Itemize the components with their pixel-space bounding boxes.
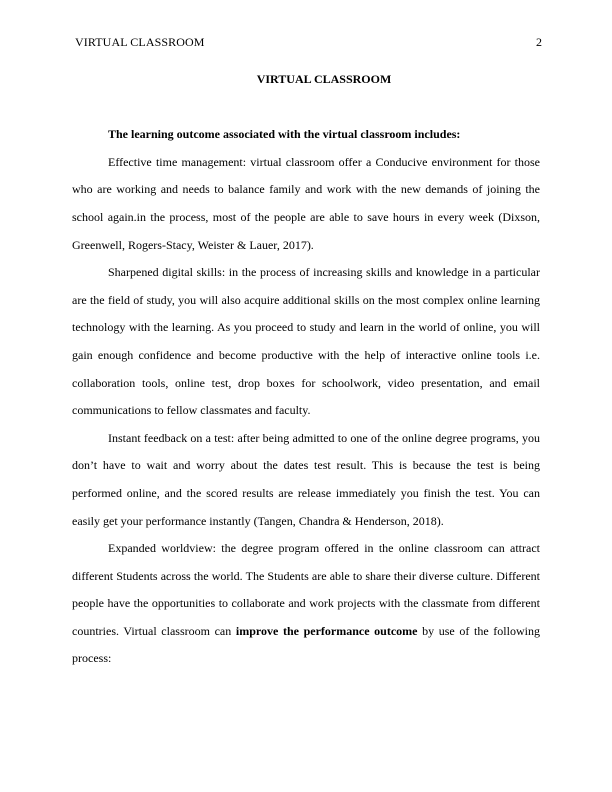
blank-line xyxy=(72,94,540,122)
paragraph-instant-feedback: Instant feedback on a test: after being admitted to one of the online degree programs, you don’t have to wait and worry about the dates test result. This is because the test is being performed online, and the scored results are release immediately you finish the test. You can easily get your performance instantly (Tangen, Chandra & Henderson, 2018). xyxy=(72,430,540,528)
page-title: VIRTUAL CLASSROOM xyxy=(256,72,392,86)
paragraph-digital-skills: Sharpened digital skills: in the process of increasing skills and knowledge in a particular are the field of study, you will also acquire additional skills on the most complex online learning technology with the learning. As you proceed to study and learn in the world of online, you will gain enough confidence and become productive with the help of interactive online tools i.e. collaboration tools, online test, drop boxes for schoolwork, video presentation, and email communications to fellow classmates and faculty. xyxy=(72,265,540,418)
paragraph-text-end: by use of the following process: xyxy=(72,623,540,666)
document-body xyxy=(72,66,540,673)
running-head: VIRTUAL CLASSROOM xyxy=(75,35,205,49)
bold-phrase: improve the performance outcome xyxy=(235,623,418,638)
paragraph-expanded-worldview xyxy=(72,535,540,673)
paragraph-time-management: Effective time management: virtual classroom offer a Conducive environment for those who are working and needs to balance family and work with the new demands of joining the school again.in the process, most of the people are able to save hours in every week (Dixson, Greenwell, Rogers-Stacy, Weister & Lauer, 2017). xyxy=(72,154,540,252)
section-heading: The learning outcome associated with the virtual classroom includes: xyxy=(108,127,461,142)
page-number: 2 xyxy=(536,35,542,49)
paragraph-text: Expanded worldview: the degree program offered in the online classroom can attract different Students across the world. The Students are able to share their diverse culture. Different people have the opportunities to collaborate and work projects with the classmate from different countries. Virtual classroom can xyxy=(72,541,540,638)
